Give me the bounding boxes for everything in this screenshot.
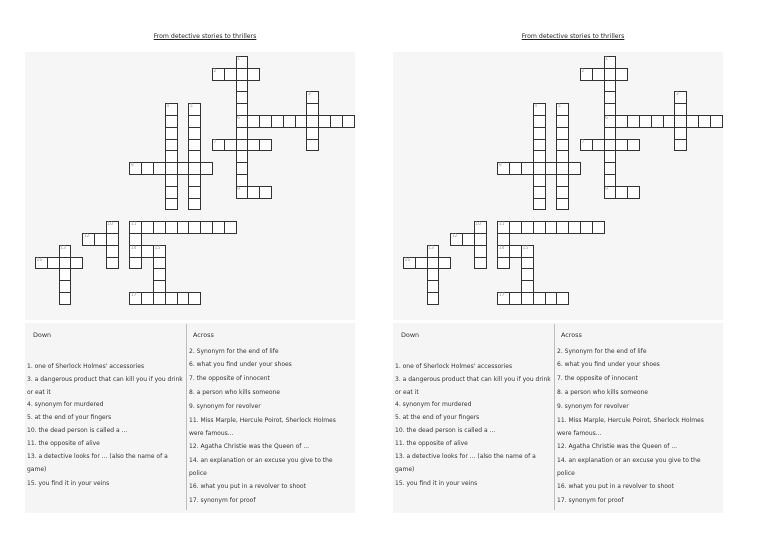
clue-number: 2: [213, 68, 217, 74]
clue-number: 9: [237, 186, 240, 192]
across-clue: 6. what you find under your shoes: [189, 361, 292, 368]
across-clue: 14. an explanation or an excuse you give to the police: [189, 457, 333, 477]
down-clue: 10. the dead person is called a ...: [27, 427, 128, 434]
across-clue: 8. a person who kills someone: [557, 389, 648, 396]
crossword-cell[interactable]: [627, 139, 640, 152]
crossword-cell[interactable]: [94, 233, 107, 246]
across-clue: 2. Synonym for the end of life: [189, 348, 279, 355]
across-clue: 7. the opposite of innocent: [189, 375, 270, 382]
crossword-cell[interactable]: [224, 221, 237, 234]
down-heading: Down: [33, 331, 52, 339]
crossword-cell[interactable]: [259, 186, 272, 199]
crossword-cell[interactable]: [427, 292, 440, 305]
across-clue: 17. synonym for proof: [189, 497, 256, 504]
clue-number: 14: [130, 245, 137, 251]
crossword-cell[interactable]: [474, 257, 487, 270]
down-clue: 11. the opposite of alive: [27, 440, 100, 447]
crossword-cell[interactable]: [568, 162, 581, 175]
crossword-cell[interactable]: [556, 292, 569, 305]
crossword-cell[interactable]: [200, 162, 213, 175]
clue-number: 7: [581, 139, 585, 145]
crossword-sheet-right: [368, 0, 752, 543]
crossword-cell[interactable]: [247, 68, 260, 81]
clue-number: 12: [83, 234, 90, 239]
clue-number: 1: [605, 57, 608, 62]
crossword-cell[interactable]: [342, 115, 355, 128]
clue-number: 17: [130, 293, 137, 298]
down-heading: Down: [401, 331, 420, 339]
down-clue: 10. the dead person is called a ...: [395, 427, 496, 434]
clue-number: 6: [237, 116, 240, 121]
clue-number: 11: [498, 222, 505, 228]
across-heading: Across: [561, 331, 582, 339]
crossword-cell[interactable]: [533, 198, 546, 211]
crossword-cell[interactable]: [556, 198, 569, 211]
across-clue: 11. Miss Marple, Hercule Poirot, Sherlock Holmes were famous...: [189, 417, 336, 437]
down-clue: 11. the opposite of alive: [395, 440, 468, 447]
across-clue: 11. Miss Marple, Hercule Poirot, Sherlock Holmes were famous...: [557, 417, 704, 437]
crossword-cell[interactable]: [295, 115, 308, 128]
crossword-cell[interactable]: [674, 139, 687, 152]
crossword-cell[interactable]: [188, 198, 201, 211]
clue-number: 10: [475, 222, 482, 228]
across-clue: 16. what you put in a revolver to shoot: [189, 483, 306, 490]
clue-number: 14: [498, 245, 505, 251]
across-clue: 2. Synonym for the end of life: [557, 348, 647, 355]
clue-number: 4: [166, 104, 170, 110]
clue-number: 11: [130, 222, 137, 228]
crossword-cell[interactable]: [259, 139, 272, 152]
crossword-cell[interactable]: [521, 162, 534, 175]
clue-number: 10: [107, 222, 114, 228]
down-clue: 5. at the end of your fingers: [27, 414, 112, 421]
crossword-cell[interactable]: [438, 257, 451, 270]
crossword-cell[interactable]: [306, 139, 319, 152]
clue-number: 15: [154, 245, 161, 251]
clue-number: 12: [451, 234, 458, 239]
down-clue: 13. a detective looks for ... (also the name of a game): [27, 453, 168, 473]
across-clue: 9. synonym for revolver: [557, 403, 629, 410]
clue-number: 3: [307, 92, 311, 98]
crossword-cell[interactable]: [592, 221, 605, 234]
worksheet-title: From detective stories to thrillers: [521, 33, 625, 40]
crossword-cell[interactable]: [462, 233, 475, 246]
across-clue: 12. Agatha Christie was the Queen of ...: [189, 443, 310, 450]
down-clue: 4. synonym for murdered: [395, 401, 472, 408]
clue-number: 7: [213, 139, 217, 145]
across-clue: 6. what you find under your shoes: [557, 361, 660, 368]
crossword-cell[interactable]: [224, 139, 237, 152]
across-clue: 9. synonym for revolver: [189, 403, 261, 410]
crossword-cell[interactable]: [224, 68, 237, 81]
clue-number: 16: [36, 257, 43, 263]
down-clue: 1. one of Sherlock Holmes' accessories: [27, 363, 145, 370]
crossword-cell[interactable]: [188, 292, 201, 305]
crossword-cell[interactable]: [177, 162, 190, 175]
clues-divider: [554, 324, 555, 510]
crossword-cell[interactable]: [615, 68, 628, 81]
down-clue: 15. you find it in your veins: [395, 480, 478, 487]
crossword-cell[interactable]: [59, 292, 72, 305]
crossword-cell[interactable]: [153, 162, 166, 175]
across-clue: 14. an explanation or an excuse you give to the police: [557, 457, 701, 477]
clue-number: 1: [237, 57, 240, 62]
clue-number: 15: [522, 245, 529, 251]
crossword-cell[interactable]: [710, 115, 723, 128]
crossword-cell[interactable]: [497, 257, 510, 270]
crossword-cell[interactable]: [129, 257, 142, 270]
crossword-cell[interactable]: [106, 257, 119, 270]
clue-number: 2: [581, 68, 585, 74]
clue-number: 5: [557, 104, 561, 110]
crossword-cell[interactable]: [627, 186, 640, 199]
across-heading: Across: [193, 331, 214, 339]
crossword-grid-area: [25, 52, 355, 320]
clue-number: 16: [404, 257, 411, 263]
clue-number: 8: [130, 163, 134, 169]
crossword-cell[interactable]: [663, 115, 676, 128]
down-clue: 4. synonym for murdered: [27, 401, 104, 408]
clue-number: 4: [534, 104, 538, 110]
down-clue: 5. at the end of your fingers: [395, 414, 480, 421]
down-clue: 13. a detective looks for ... (also the name of a game): [395, 453, 536, 473]
crossword-cell[interactable]: [592, 139, 605, 152]
crossword-cell[interactable]: [165, 198, 178, 211]
clue-number: 13: [428, 245, 434, 251]
clues-divider: [186, 324, 187, 510]
crossword-cell[interactable]: [70, 257, 83, 270]
clue-number: 8: [498, 163, 502, 169]
across-clue: 12. Agatha Christie was the Queen of ...: [557, 443, 678, 450]
across-clue: 16. what you put in a revolver to shoot: [557, 483, 674, 490]
across-clue: 17. synonym for proof: [557, 497, 624, 504]
across-clue: 7. the opposite of innocent: [557, 375, 638, 382]
worksheet-title: From detective stories to thrillers: [153, 33, 257, 40]
crossword-cell[interactable]: [545, 162, 558, 175]
clue-number: 3: [675, 92, 679, 98]
crossword-cell[interactable]: [592, 68, 605, 81]
clue-number: 5: [189, 104, 193, 110]
crossword-grid-area: [393, 52, 723, 320]
down-clue: 3. a dangerous product that can kill you if you drink or eat it: [27, 376, 183, 396]
down-clue: 15. you find it in your veins: [27, 480, 110, 487]
crossword-cell[interactable]: [415, 257, 428, 270]
clue-number: 9: [605, 186, 608, 192]
clue-number: 6: [605, 116, 608, 121]
down-clue: 3. a dangerous product that can kill you if you drink or eat it: [395, 376, 551, 396]
clue-number: 17: [498, 293, 505, 298]
crossword-cell[interactable]: [47, 257, 60, 270]
down-clue: 1. one of Sherlock Holmes' accessories: [395, 363, 513, 370]
across-clue: 8. a person who kills someone: [189, 389, 280, 396]
clue-number: 13: [60, 245, 66, 251]
